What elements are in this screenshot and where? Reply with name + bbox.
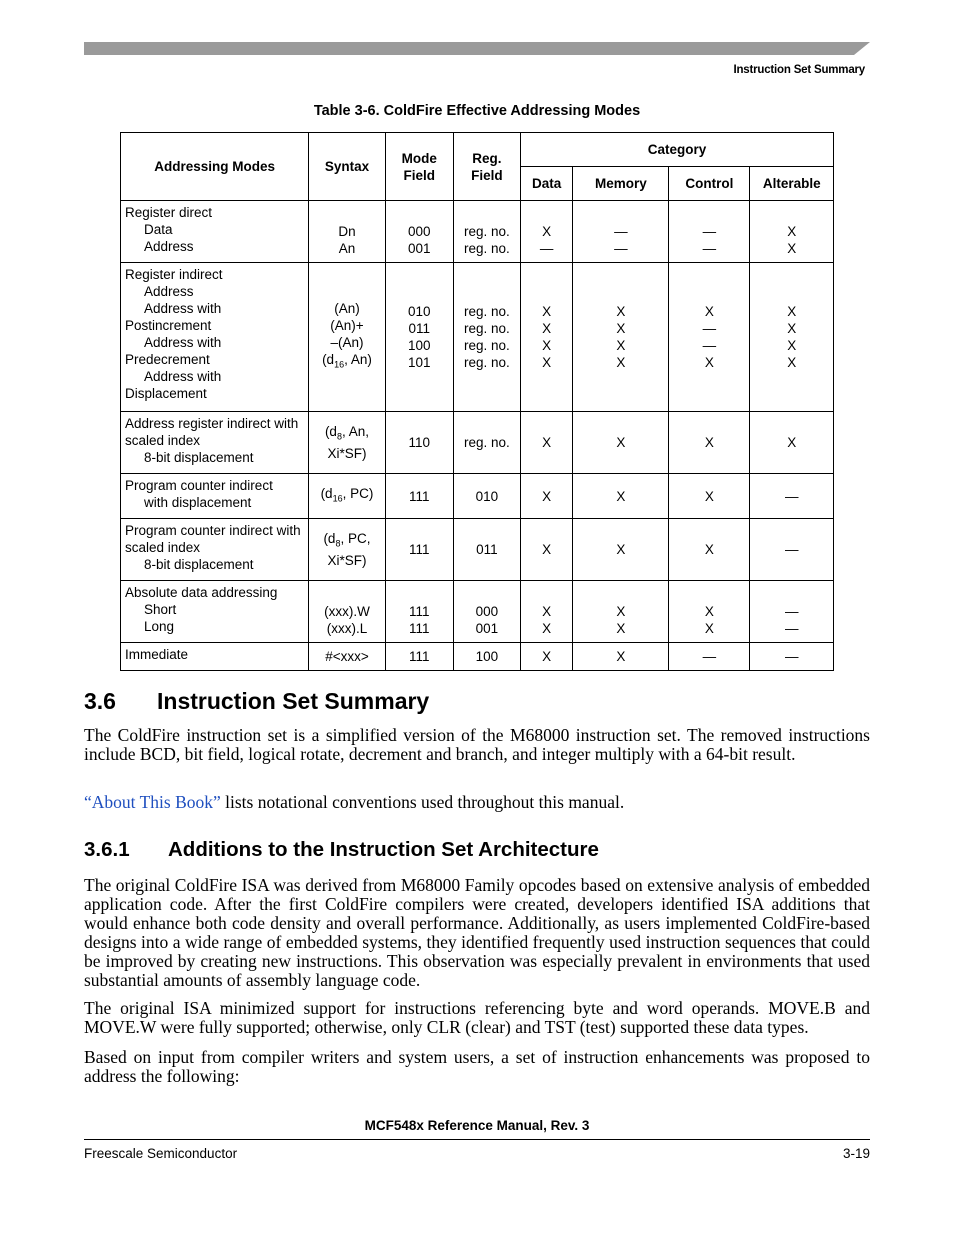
table-caption: Table 3-6. ColdFire Effective Addressing Modes bbox=[313, 103, 641, 119]
cell-value: 000 bbox=[407, 224, 431, 239]
cell-value: — bbox=[702, 224, 717, 239]
subsection-heading bbox=[84, 838, 599, 862]
header-alterable: Alterable bbox=[750, 167, 834, 201]
mode-line: Short bbox=[144, 602, 177, 617]
table-row bbox=[121, 263, 834, 412]
cell-value: X bbox=[542, 304, 552, 319]
cell-value bbox=[390, 586, 449, 603]
cell-value bbox=[313, 206, 380, 223]
cell-syntax bbox=[309, 581, 385, 643]
cell-memory bbox=[573, 201, 669, 263]
cell-mode-field bbox=[385, 581, 453, 643]
subsection-paragraph-2: The original ISA minimized support for instructions referencing byte and word operands. MOVE.B and MOVE.W were fully supported; otherwise, only CLR (clear) and TST (test) supported these data types. bbox=[84, 998, 870, 1037]
cell-value: — bbox=[614, 224, 628, 239]
cell-value: 100 bbox=[475, 649, 499, 664]
cell-mode-field bbox=[385, 412, 453, 474]
cell-memory bbox=[573, 412, 669, 474]
cell-value: 111 bbox=[408, 649, 430, 664]
header-addressing-modes: Addressing Modes bbox=[121, 133, 309, 201]
cell-value bbox=[390, 206, 449, 223]
cell-value: X bbox=[542, 224, 552, 239]
cell-value bbox=[673, 206, 745, 223]
subsection-paragraph-1: The original ColdFire ISA was derived from M68000 Family opcodes based on extensive analysis of embedded application code. After the first ColdFire compilers were created, developers identified ISA additions that would enhance both code density and overall performance. Additionally, as users implemented ColdFire-based designs into a wide range of embedded systems, they identified frequently used instruction sequences that could be improved by creating new instructions. This observation was especially prevalent in environments that used substantial amounts of assembly language code. bbox=[84, 875, 870, 990]
table-row bbox=[121, 643, 834, 671]
cell-data bbox=[520, 519, 573, 581]
footer-page-number: 3-19 bbox=[842, 1146, 870, 1161]
mode-line: Program counter indirect with bbox=[125, 523, 301, 538]
cell-value: reg. no. bbox=[463, 355, 510, 370]
cell-alterable bbox=[750, 643, 834, 671]
cell-value: X bbox=[616, 621, 626, 636]
cell-mode-field bbox=[385, 474, 453, 519]
cell-value bbox=[313, 586, 380, 603]
section-heading bbox=[84, 688, 429, 715]
mode-line: Address with bbox=[144, 301, 222, 316]
cell-value: X bbox=[787, 338, 797, 353]
cell-value: X bbox=[542, 621, 552, 636]
mode-line: scaled index bbox=[125, 540, 201, 555]
cell-value bbox=[577, 586, 664, 603]
cell-value: — bbox=[614, 241, 628, 256]
cell-alterable bbox=[750, 412, 834, 474]
cell-value: X bbox=[787, 321, 797, 336]
cell-mode-field bbox=[385, 519, 453, 581]
cell-reg-field bbox=[453, 519, 520, 581]
cell-value: 101 bbox=[407, 355, 431, 370]
cell-value: — bbox=[784, 604, 799, 619]
mode-line: Address with bbox=[144, 369, 222, 384]
mode-line: Predecrement bbox=[125, 352, 210, 367]
cell-reg-field bbox=[453, 201, 520, 263]
cell-value: Dn bbox=[338, 224, 356, 239]
subsection-title: Additions to the Instruction Set Architecture bbox=[168, 838, 599, 861]
cell-value: X bbox=[616, 649, 626, 664]
header-syntax: Syntax bbox=[309, 133, 385, 201]
table-row bbox=[121, 474, 834, 519]
cell-value: 000 bbox=[475, 604, 499, 619]
cell-value: Xi*SF) bbox=[327, 446, 367, 462]
cell-value: (xxx).W bbox=[324, 604, 370, 619]
cell-value bbox=[458, 206, 516, 223]
table-row bbox=[121, 519, 834, 581]
cell-syntax bbox=[309, 201, 385, 263]
cell-value: X bbox=[787, 355, 797, 370]
cell-memory bbox=[573, 263, 669, 412]
header-data: Data bbox=[520, 167, 573, 201]
header-bar bbox=[84, 42, 870, 55]
cell-addressing-mode bbox=[121, 263, 309, 412]
cell-alterable bbox=[750, 263, 834, 412]
header-mode-field-l1: Mode bbox=[401, 150, 437, 166]
cell-value bbox=[673, 586, 745, 603]
cell-value: X bbox=[616, 321, 626, 336]
header-reg-field-l1: Reg. bbox=[472, 150, 502, 166]
cell-value: X bbox=[616, 304, 626, 319]
table-row bbox=[121, 412, 834, 474]
cell-value: — bbox=[784, 649, 799, 664]
cell-value: An bbox=[338, 241, 356, 256]
cell-control bbox=[669, 519, 750, 581]
footer-manual-title: MCF548x Reference Manual, Rev. 3 bbox=[364, 1118, 590, 1133]
cell-value: 011 bbox=[476, 542, 498, 557]
cell-value: 111 bbox=[408, 604, 430, 619]
cell-reg-field bbox=[453, 474, 520, 519]
section-paragraph-2 bbox=[84, 793, 870, 812]
section-number: 3.6 bbox=[84, 688, 116, 714]
cell-control bbox=[669, 263, 750, 412]
cell-control bbox=[669, 643, 750, 671]
cell-value bbox=[754, 586, 829, 603]
cell-value: 010 bbox=[475, 488, 499, 504]
cell-value: — bbox=[702, 321, 717, 336]
header-reg-field bbox=[453, 133, 520, 201]
cell-data bbox=[520, 201, 573, 263]
cell-addressing-mode bbox=[121, 643, 309, 671]
cell-value: X bbox=[704, 488, 714, 504]
mode-line: 8-bit displacement bbox=[144, 557, 254, 572]
cell-value: ($d_{16}$, An) bbox=[322, 352, 372, 370]
cell-syntax bbox=[309, 263, 385, 412]
cell-memory bbox=[573, 581, 669, 643]
cell-value: X bbox=[542, 604, 552, 619]
cell-value bbox=[577, 206, 664, 223]
cell-value: — bbox=[702, 338, 717, 353]
header-control: Control bbox=[669, 167, 750, 201]
cell-value: reg. no. bbox=[463, 241, 510, 256]
header-mode-field bbox=[385, 133, 453, 201]
cell-data bbox=[520, 474, 573, 519]
cell-value bbox=[525, 206, 569, 223]
mode-line: Address bbox=[144, 284, 194, 299]
addressing-modes-table bbox=[120, 132, 834, 671]
cell-value: Xi*SF) bbox=[327, 553, 367, 569]
cell-value: 010 bbox=[407, 304, 431, 319]
cell-value: X bbox=[616, 488, 626, 504]
cell-value: X bbox=[787, 241, 797, 256]
cell-value: ($d_{16}$, PC) bbox=[320, 485, 374, 504]
mode-line: Absolute data addressing bbox=[125, 585, 278, 600]
cell-syntax bbox=[309, 643, 385, 671]
cell-value: X bbox=[616, 435, 626, 450]
cell-value: 001 bbox=[475, 621, 499, 636]
header-category: Category bbox=[520, 133, 833, 167]
cell-value: X bbox=[542, 321, 552, 336]
mode-line: Program counter indirect bbox=[125, 478, 273, 493]
about-this-book-link[interactable]: “About This Book” bbox=[84, 792, 221, 812]
mode-line: Register indirect bbox=[125, 267, 223, 282]
cell-control bbox=[669, 581, 750, 643]
cell-value bbox=[458, 586, 516, 603]
header-reg-field-l2: Field bbox=[471, 167, 503, 183]
section-paragraph-2-text: lists notational conventions used throughout this manual. bbox=[220, 792, 625, 812]
cell-value: ($d_8$, PC, bbox=[323, 530, 371, 549]
cell-value: reg. no. bbox=[463, 224, 510, 239]
cell-alterable bbox=[750, 201, 834, 263]
cell-syntax bbox=[309, 412, 385, 474]
table-row bbox=[121, 581, 834, 643]
footer-company: Freescale Semiconductor bbox=[84, 1146, 238, 1161]
cell-value: X bbox=[704, 542, 714, 557]
cell-value: 111 bbox=[408, 542, 430, 557]
header-mode-field-l2: Field bbox=[403, 167, 435, 183]
cell-value: 001 bbox=[407, 241, 431, 256]
cell-value: X bbox=[616, 542, 626, 557]
cell-data bbox=[520, 643, 573, 671]
cell-value: X bbox=[616, 355, 626, 370]
table-row bbox=[121, 201, 834, 263]
cell-value: X bbox=[704, 604, 714, 619]
cell-reg-field bbox=[453, 412, 520, 474]
mode-line: Postincrement bbox=[125, 318, 212, 333]
cell-value: #<xxx> bbox=[325, 649, 369, 664]
cell-value: X bbox=[542, 338, 552, 353]
cell-addressing-mode bbox=[121, 412, 309, 474]
mode-line: Displacement bbox=[125, 386, 207, 401]
cell-mode-field bbox=[385, 263, 453, 412]
cell-value: — bbox=[702, 649, 717, 664]
cell-value: — bbox=[702, 241, 717, 256]
cell-memory bbox=[573, 474, 669, 519]
cell-mode-field bbox=[385, 201, 453, 263]
cell-value: 111 bbox=[408, 621, 430, 636]
cell-value: X bbox=[704, 304, 714, 319]
cell-value: reg. no. bbox=[463, 435, 510, 450]
cell-memory bbox=[573, 643, 669, 671]
cell-syntax bbox=[309, 519, 385, 581]
cell-value: — bbox=[784, 621, 799, 636]
cell-value: X bbox=[616, 604, 626, 619]
cell-value: ($d_8$, An, bbox=[324, 423, 369, 442]
section-paragraph-1: The ColdFire instruction set is a simplified version of the M68000 instruction set. The removed instructions include BCD, bit field, logical rotate, decrement and branch, and integer multiply with a 64-bit result. bbox=[84, 725, 870, 764]
running-header: Instruction Set Summary bbox=[733, 64, 865, 76]
cell-addressing-mode bbox=[121, 201, 309, 263]
cell-value: — bbox=[784, 488, 799, 504]
cell-value: reg. no. bbox=[463, 321, 510, 336]
subsection-paragraph-3: Based on input from compiler writers and system users, a set of instruction enhancements was proposed to address the following: bbox=[84, 1047, 870, 1086]
mode-line: Immediate bbox=[125, 647, 189, 662]
cell-mode-field bbox=[385, 643, 453, 671]
cell-value: X bbox=[704, 435, 714, 450]
cell-addressing-mode bbox=[121, 519, 309, 581]
cell-value: 110 bbox=[408, 435, 430, 450]
cell-control bbox=[669, 201, 750, 263]
cell-value: X bbox=[787, 435, 797, 450]
cell-alterable bbox=[750, 581, 834, 643]
cell-value: X bbox=[704, 621, 714, 636]
cell-value: reg. no. bbox=[463, 338, 510, 353]
mode-line: 8-bit displacement bbox=[144, 450, 254, 465]
cell-value: X bbox=[787, 304, 797, 319]
cell-data bbox=[520, 581, 573, 643]
footer-rule bbox=[84, 1139, 870, 1140]
cell-value bbox=[754, 206, 829, 223]
cell-value: reg. no. bbox=[463, 304, 510, 319]
cell-data bbox=[520, 263, 573, 412]
cell-value: X bbox=[787, 224, 797, 239]
cell-value: X bbox=[616, 338, 626, 353]
cell-value: — bbox=[784, 542, 799, 557]
cell-data bbox=[520, 412, 573, 474]
cell-value: (An)+ bbox=[330, 318, 364, 334]
cell-alterable bbox=[750, 474, 834, 519]
cell-value: (An) bbox=[334, 301, 360, 317]
header-memory: Memory bbox=[573, 167, 669, 201]
mode-line: Address bbox=[144, 239, 194, 254]
cell-value: 111 bbox=[408, 488, 430, 504]
section-title: Instruction Set Summary bbox=[157, 688, 430, 714]
cell-value: X bbox=[704, 355, 714, 370]
mode-line: Address register indirect with bbox=[125, 416, 299, 431]
cell-value: X bbox=[542, 649, 552, 664]
cell-syntax bbox=[309, 474, 385, 519]
cell-addressing-mode bbox=[121, 474, 309, 519]
cell-control bbox=[669, 474, 750, 519]
cell-value: — bbox=[539, 241, 554, 256]
cell-value: X bbox=[542, 542, 552, 557]
mode-line: Long bbox=[144, 619, 175, 634]
cell-reg-field bbox=[453, 643, 520, 671]
mode-line: with displacement bbox=[144, 495, 252, 510]
cell-value: –(An) bbox=[330, 335, 364, 351]
cell-memory bbox=[573, 519, 669, 581]
subsection-number: 3.6.1 bbox=[84, 838, 130, 861]
cell-value: X bbox=[542, 435, 552, 450]
cell-reg-field bbox=[453, 263, 520, 412]
cell-addressing-mode bbox=[121, 581, 309, 643]
cell-control bbox=[669, 412, 750, 474]
mode-line: Data bbox=[144, 222, 173, 237]
cell-value: (xxx).L bbox=[326, 621, 368, 636]
mode-line: scaled index bbox=[125, 433, 201, 448]
cell-value: 011 bbox=[408, 321, 430, 336]
cell-alterable bbox=[750, 519, 834, 581]
cell-value: 100 bbox=[407, 338, 431, 353]
cell-reg-field bbox=[453, 581, 520, 643]
cell-value bbox=[525, 586, 569, 603]
mode-line: Address with bbox=[144, 335, 222, 350]
cell-value: X bbox=[542, 488, 552, 504]
cell-value: X bbox=[542, 355, 552, 370]
mode-line: Register direct bbox=[125, 205, 213, 220]
